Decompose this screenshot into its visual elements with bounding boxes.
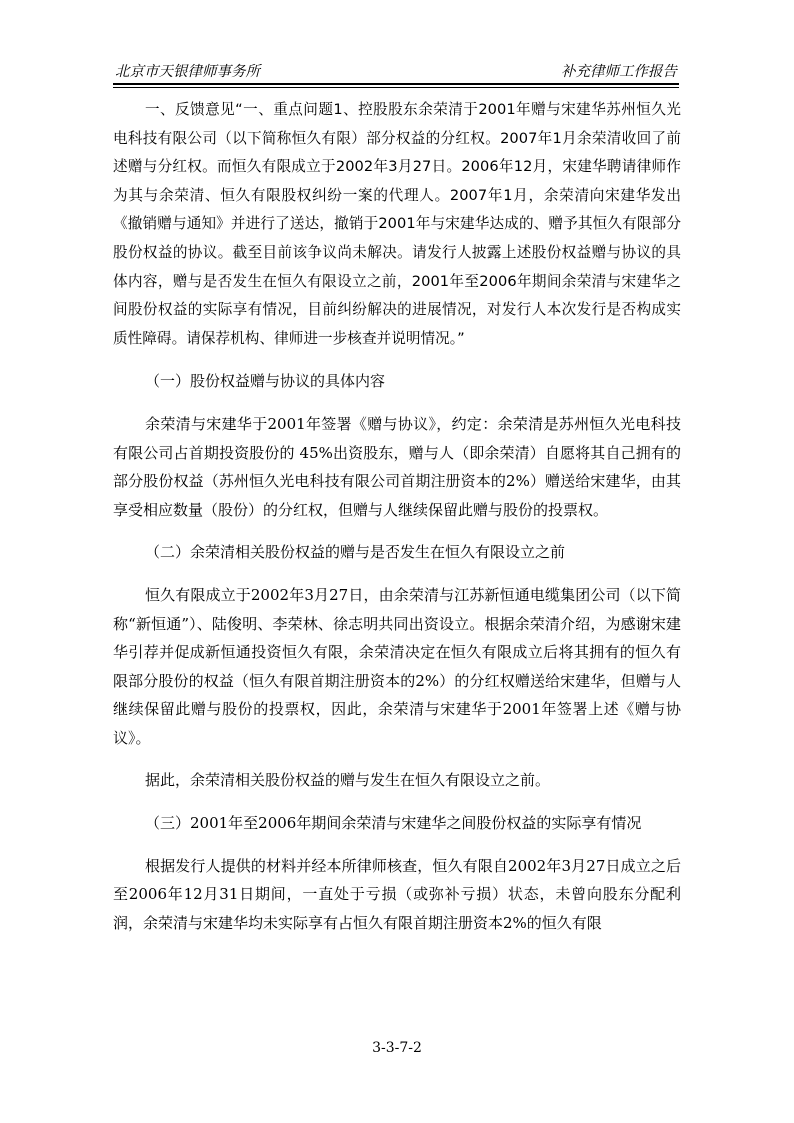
body-paragraph-1: 余荣清与宋建华于2001年签署《赠与协议》，约定：余荣清是苏州恒久光电科技有限公司占首期投资股份的 45%出资股东，赠与人（即余荣清）自愿将其自己拥有的部分股份权益（苏州恒久光电科技有限公司首期注册资本的2%）赠送给宋建华，由其享受相应数量（股份）的分红权，但赠与人继续保留此赠与股份的投票权。: [113, 414, 681, 519]
header-firm-name: 北京市天银律师事务所: [115, 64, 260, 80]
header-rule-thin: [113, 87, 679, 88]
section-heading-2: （二）余荣清相关股份权益的赠与是否发生在恒久有限设立之前: [145, 543, 566, 562]
body-paragraph-3: 据此，余荣清相关股份权益的赠与发生在恒久有限设立之前。: [145, 771, 551, 790]
page-number: 3-3-7-2: [372, 1040, 422, 1056]
body-paragraph-2: 恒久有限成立于2002年3月27日，由余荣清与江苏新恒通电缆集团公司（以下简称“新恒通”）、陆俊明、李荣林、徐志明共同出资设立。根据余荣清介绍，为感谢宋建华引荐并促成新恒通投资恒久有限，余荣清决定在恒久有限成立后将其拥有的恒久有限部分股份的权益（恒久有限首期注册资本的2%）的分红权赠送给宋建华，但赠与人继续保留此赠与股份的投票权，因此，余荣清与宋建华于2001年签署上述《赠与协议》。: [113, 585, 681, 747]
header-report-title: 补充律师工作报告: [561, 64, 677, 80]
section-heading-1: （一）股份权益赠与协议的具体内容: [145, 372, 386, 391]
document-body: [113, 96, 681, 937]
feedback-question-paragraph: 一、反馈意见“一、重点问题1、控股股东余荣清于2001年赠与宋建华苏州恒久光电科技有限公司（以下简称恒久有限）部分权益的分红权。2007年1月余荣清收回了前述赠与分红权。而恒久有限成立于2002年3月27日。2006年12月，宋建华聘请律师作为其与余荣清、恒久有限股权纠纷一案的代理人。2007年1月，余荣清向宋建华发出《撤销赠与通知》并进行了送达，撤销于2001年与宋建华达成的、赠予其恒久有限部分股份权益的协议。截至目前该争议尚未解决。请发行人披露上述股份权益赠与协议的具体内容，赠与是否发生在恒久有限设立之前，2001年至2006年期间余荣清与宋建华之间股份权益的实际享有情况，目前纠纷解决的进展情况，对发行人本次发行是否构成实质性障碍。请保荐机构、律师进一步核查并说明情况。”: [113, 101, 681, 347]
header-rule-thick: [113, 83, 679, 85]
page-header: [113, 60, 679, 84]
body-paragraph-4: 根据发行人提供的材料并经本所律师核查，恒久有限自2002年3月27日成立之后至2006年12月31日期间，一直处于亏损（或弥补亏损）状态，未曾向股东分配利润，余荣清与宋建华均未实际享有占恒久有限首期注册资本2%的恒久有限: [113, 856, 681, 932]
section-heading-3: （三）2001年至2006年期间余荣清与宋建华之间股份权益的实际享有情况: [145, 814, 642, 833]
